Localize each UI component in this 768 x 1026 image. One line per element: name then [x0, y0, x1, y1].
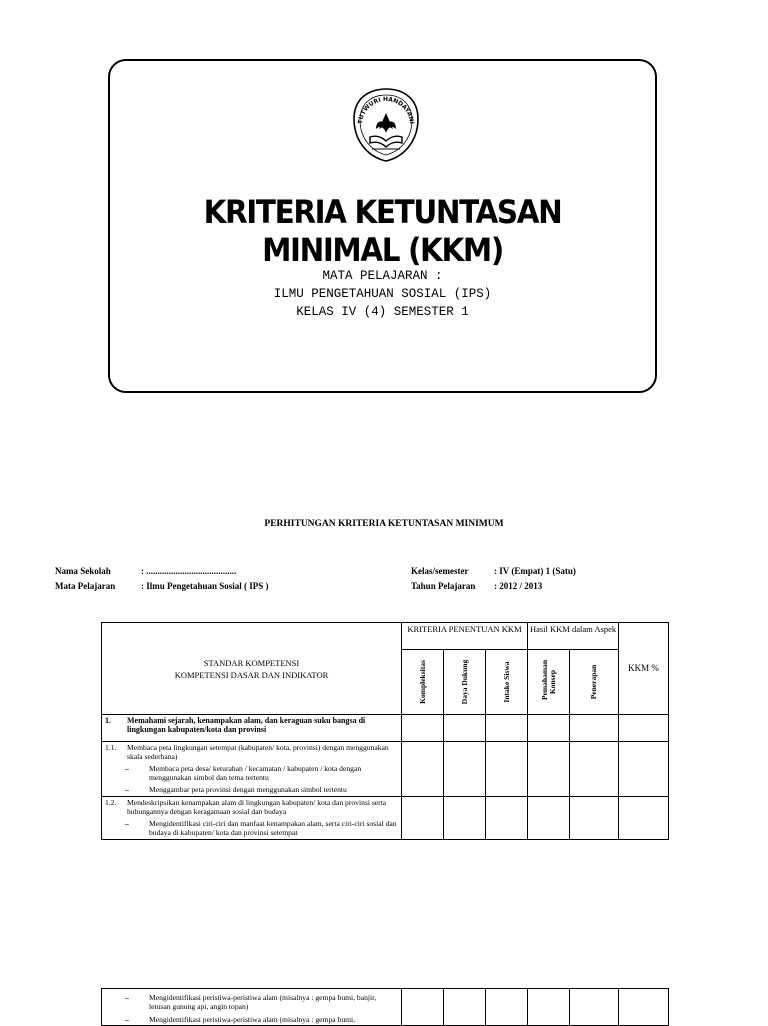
- tut-wuri-handayani-emblem-icon: [346, 85, 426, 165]
- kd-number: 1.2.: [105, 798, 117, 807]
- header-concept: [528, 650, 570, 715]
- header-competency: [102, 623, 402, 715]
- cover-box: [108, 59, 657, 393]
- info-label: Kelas/semester: [411, 566, 469, 576]
- indicator-dash: –: [125, 785, 129, 794]
- subject-line: KELAS IV (4) SEMESTER 1: [296, 305, 469, 319]
- indicator-text: Mengidentifikasi ciri-ciri dan manfaat kenampakan alam, serta ciri-ciri sosial dan budaya di kabupaten/ kota dan provinsi setempat: [149, 819, 397, 837]
- subject-line: ILMU PENGETAHUAN SOSIAL (IPS): [273, 287, 492, 301]
- indicator-text: Membaca peta desa/ keturahan / kecamatan / kabupaten / kota dengan menggunakan simbol dan tema tertentu: [149, 764, 362, 782]
- sk-number: 1.: [105, 716, 111, 725]
- table-row-sk: [102, 715, 669, 742]
- kkm-table: [101, 622, 669, 840]
- header-sk: STANDAR KOMPETENSI: [203, 657, 300, 668]
- info-label: Mata Pelajaran: [55, 581, 116, 591]
- indicator-text: Menggambar peta provinsi dengan menggunakan simbol tertentu: [149, 785, 347, 794]
- header-intake: [486, 650, 528, 715]
- info-value: : Ilmu Pengetahuan Sosial ( IPS ): [141, 581, 269, 591]
- info-value: : 2012 / 2013: [494, 581, 543, 591]
- header-kkm-percent: KKM %: [619, 623, 669, 715]
- subject-line: MATA PELAJARAN :: [322, 269, 443, 283]
- emblem-text: TUTWURI HANDAYANI: [356, 95, 415, 125]
- table-row-indicator: [102, 989, 669, 1026]
- sk-text: Memahami sejarah, kenampakan alam, dan keraguan suku bangsa di lingkungan kabupaten/kota dan provinsi: [127, 716, 366, 734]
- calculation-title: PERHITUNGAN KRITERIA KETUNTASAN MINIMUM: [264, 519, 504, 529]
- header-support-label: Daya Dukung: [459, 659, 469, 705]
- indicator-dash: –: [125, 993, 129, 1002]
- header-result: Hasil KKM dalam Aspek: [528, 623, 619, 650]
- indicator-dash: –: [125, 1015, 129, 1024]
- indicator-dash: –: [125, 819, 129, 828]
- info-label: Tahun Pelajaran: [411, 581, 476, 591]
- kkm-table-continued: [101, 988, 669, 1026]
- indicator-text: Mengidentifikasi peristiwa-peristiwa alam (misalnya : gempa bumi, banjir, letusan gunung api, angin topan): [149, 993, 377, 1011]
- cover-subject: [110, 267, 655, 321]
- info-right: [411, 564, 576, 594]
- cover-title: KRITERIA KETUNTASAN MINIMAL (KKM): [203, 193, 562, 269]
- header-criteria: KRITERIA PENENTUAN KKM: [402, 623, 528, 650]
- kd-text: Mendeskripsikan kenampakan alam di lingkungan kabupaten/ kota dan provinsi serta hubungannya dengan keragamaan sosial dan budaya: [127, 798, 387, 816]
- header-kd: KOMPETENSI DASAR DAN INDIKATOR: [174, 669, 329, 680]
- kd-number: 1.1.: [105, 743, 117, 752]
- header-application: [570, 650, 619, 715]
- header-application-label: Penerapan: [589, 664, 599, 700]
- table-row-kd: [102, 797, 669, 840]
- info-label: Nama Sekolah: [55, 566, 111, 576]
- info-left: [55, 564, 269, 594]
- table-row-kd: [102, 742, 669, 797]
- info-value: : IV (Empat) 1 (Satu): [494, 566, 576, 576]
- indicator-dash: –: [125, 764, 129, 773]
- kd-text: Membaca peta lingkungan setempat (kabupaten/ kota, provinsi) dengan menggunakan skala sederhana): [127, 743, 389, 761]
- header-intake-label: Intake Siswa: [501, 661, 511, 703]
- header-support: [444, 650, 486, 715]
- header-complexity: [402, 650, 444, 715]
- info-value: : ........................................: [141, 566, 237, 576]
- header-concept-label: Pemahaman Konsep: [539, 660, 557, 700]
- header-complexity-label: Kompleksitas: [417, 660, 427, 704]
- indicator-text: Mengidentifikasi peristiwa-peristiwa alam (misalnya : gempa bumi,: [149, 1015, 356, 1024]
